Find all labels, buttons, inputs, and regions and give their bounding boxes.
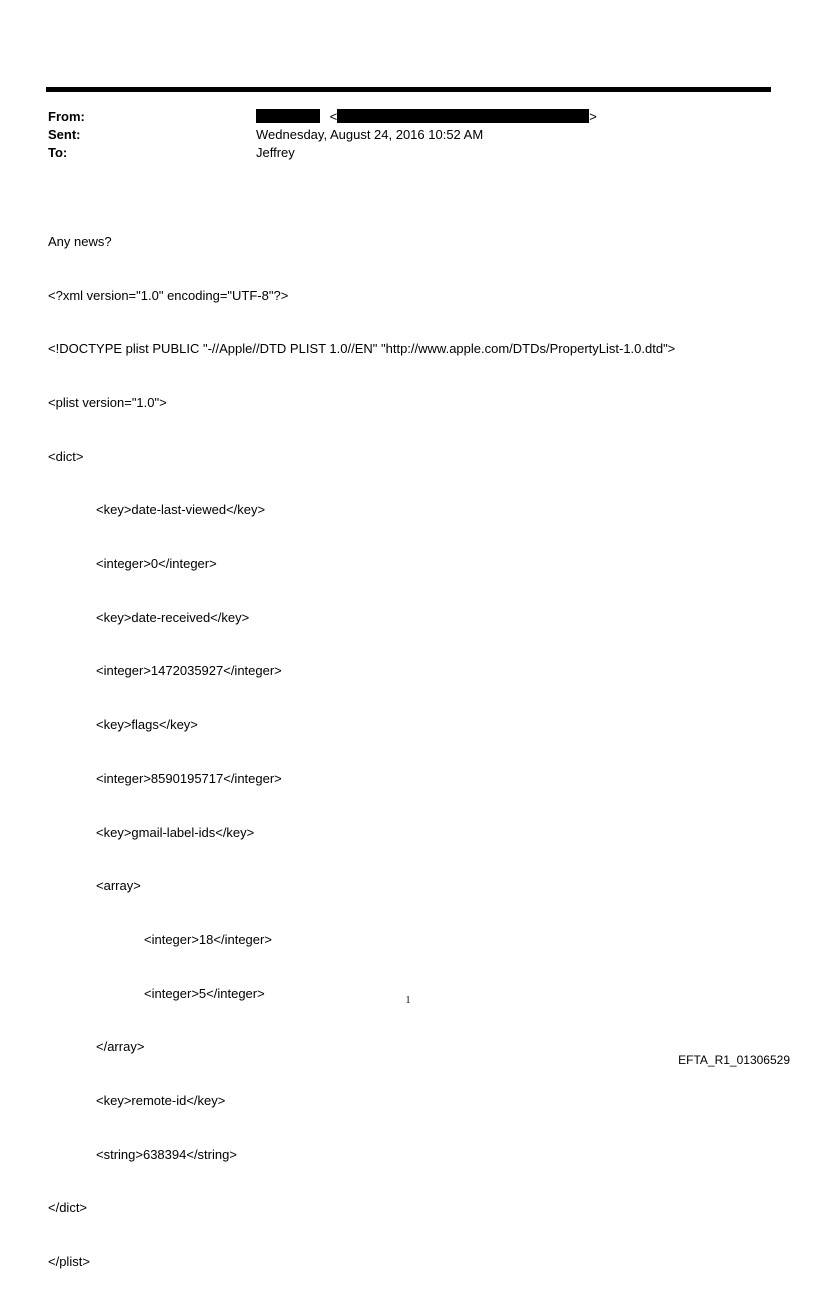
- message-body: [48, 197, 675, 1289]
- body-line: <dict>: [48, 448, 84, 464]
- to-label: To:: [48, 145, 68, 160]
- body-line: </dict>: [48, 1200, 88, 1216]
- from-open-bracket: <: [329, 109, 338, 124]
- sent-label: Sent:: [48, 127, 81, 142]
- body-line: Any news?: [48, 233, 112, 249]
- body-line: <key>date-last-viewed</key>: [96, 502, 266, 518]
- header-rule: [46, 87, 771, 92]
- bates-number: EFTA_R1_01306529: [678, 1053, 790, 1067]
- body-line: <!DOCTYPE plist PUBLIC "-//Apple//DTD PLIST 1.0//EN" "http://www.apple.com/DTDs/PropertyList-1.0.dtd">: [48, 341, 676, 357]
- body-line: <key>remote-id</key>: [96, 1093, 226, 1109]
- from-label: From:: [48, 109, 85, 124]
- body-line: <integer>1472035927</integer>: [96, 663, 282, 679]
- body-line: </array>: [96, 1039, 145, 1055]
- body-line: <integer>8590195717</integer>: [96, 770, 282, 786]
- body-line: <key>flags</key>: [96, 717, 198, 733]
- body-line: <plist version="1.0">: [48, 394, 167, 410]
- to-value: Jeffrey: [256, 145, 295, 160]
- from-close-bracket: >: [589, 109, 597, 124]
- body-line: <integer>18</integer>: [144, 931, 272, 947]
- body-line: <array>: [96, 878, 141, 894]
- from-value: [256, 108, 597, 126]
- redaction-bar: [256, 109, 320, 123]
- page-number: 1: [405, 995, 411, 1006]
- body-line: <key>gmail-label-ids</key>: [96, 824, 255, 840]
- body-line: <integer>0</integer>: [96, 556, 217, 572]
- sent-value: Wednesday, August 24, 2016 10:52 AM: [256, 127, 484, 142]
- body-line: <string>638394</string>: [96, 1146, 237, 1162]
- body-line: </plist>: [48, 1254, 90, 1270]
- body-line: <key>date-received</key>: [96, 609, 250, 625]
- body-line: <?xml version="1.0" encoding="UTF-8"?>: [48, 287, 289, 303]
- body-line: <integer>5</integer>: [144, 985, 265, 1001]
- redaction-bar: [337, 109, 589, 123]
